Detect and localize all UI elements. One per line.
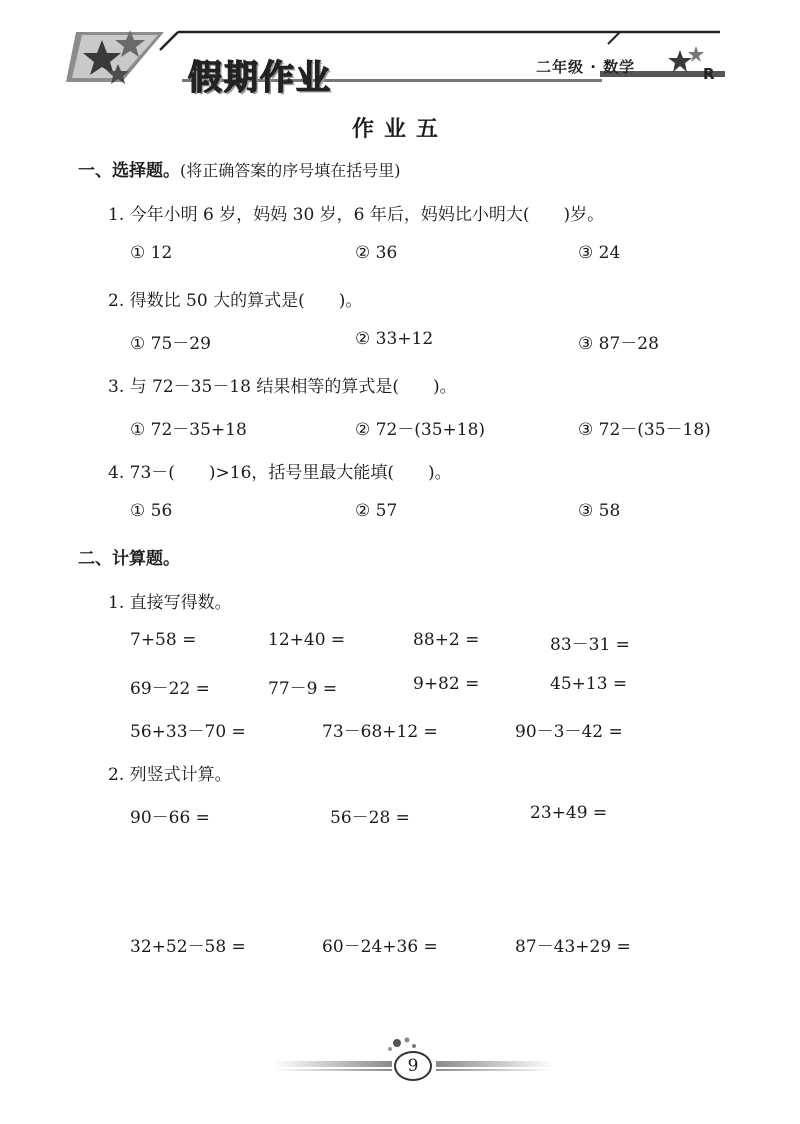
grade-subject-label: 二年级 · 数学 bbox=[536, 58, 636, 76]
mental-math-item: 56+33－70 = bbox=[130, 722, 246, 742]
mental-math-item: 45+13 = bbox=[550, 674, 628, 694]
section-heading-text: 一、选择题。 bbox=[78, 161, 180, 181]
page-footer bbox=[270, 1036, 560, 1096]
q2-option-1: ① 75－29 bbox=[130, 334, 211, 354]
mental-math-item: 9+82 = bbox=[413, 674, 480, 694]
vertical-calc-item: 60－24+36 = bbox=[322, 937, 438, 957]
page-number: 9 bbox=[394, 1051, 432, 1081]
q3-option-3: ③ 72－(35－18) bbox=[578, 420, 711, 440]
section-instruction: (将正确答案的序号填在括号里) bbox=[180, 161, 401, 180]
q3-option-2: ② 72－(35+18) bbox=[355, 420, 486, 440]
section-multiple-choice-heading bbox=[78, 156, 401, 181]
mental-math-item: 83－31 = bbox=[550, 635, 630, 655]
q2-option-2: ② 33+12 bbox=[355, 329, 434, 349]
mental-math-item: 88+2 = bbox=[413, 630, 480, 650]
q4-option-2: ② 57 bbox=[355, 501, 398, 521]
mental-math-item: 73－68+12 = bbox=[322, 722, 438, 742]
mental-math-item: 90－3－42 = bbox=[515, 722, 623, 742]
mental-math-item: 7+58 = bbox=[130, 630, 197, 650]
q2-option-3: ③ 87－28 bbox=[578, 334, 659, 354]
mental-math-item: 77－9 = bbox=[268, 679, 338, 699]
question-3: 3. 与 72－35－18 结果相等的算式是( )。 bbox=[108, 377, 457, 397]
part1-label: 1. 直接写得数。 bbox=[108, 593, 232, 613]
question-4: 4. 73－( )>16，括号里最大能填( )。 bbox=[108, 463, 452, 483]
edition-letter: R bbox=[703, 65, 715, 83]
vertical-calc-item: 56－28 = bbox=[330, 808, 410, 828]
part2-label: 2. 列竖式计算。 bbox=[108, 765, 232, 785]
vertical-calc-item: 87－43+29 = bbox=[515, 937, 631, 957]
mental-math-item: 12+40 = bbox=[268, 630, 346, 650]
page-title: 作业五 bbox=[351, 117, 448, 142]
section-calculation-heading: 二、计算题。 bbox=[78, 549, 180, 569]
q1-option-3: ③ 24 bbox=[578, 243, 621, 263]
q1-option-2: ② 36 bbox=[355, 243, 398, 263]
vertical-calc-item: 90－66 = bbox=[130, 808, 210, 828]
q1-option-1: ① 12 bbox=[130, 243, 173, 263]
vertical-calc-item: 23+49 = bbox=[530, 803, 608, 823]
q4-option-3: ③ 58 bbox=[578, 501, 621, 521]
question-1: 1. 今年小明 6 岁，妈妈 30 岁，6 年后，妈妈比小明大( )岁。 bbox=[108, 205, 605, 225]
header-banner bbox=[60, 22, 730, 100]
header-title: 假期作业 bbox=[188, 58, 332, 98]
question-2: 2. 得数比 50 大的算式是( )。 bbox=[108, 291, 363, 311]
q4-option-1: ① 56 bbox=[130, 501, 173, 521]
vertical-calc-item: 32+52－58 = bbox=[130, 937, 246, 957]
mental-math-item: 69－22 = bbox=[130, 679, 210, 699]
q3-option-1: ① 72－35+18 bbox=[130, 420, 247, 440]
